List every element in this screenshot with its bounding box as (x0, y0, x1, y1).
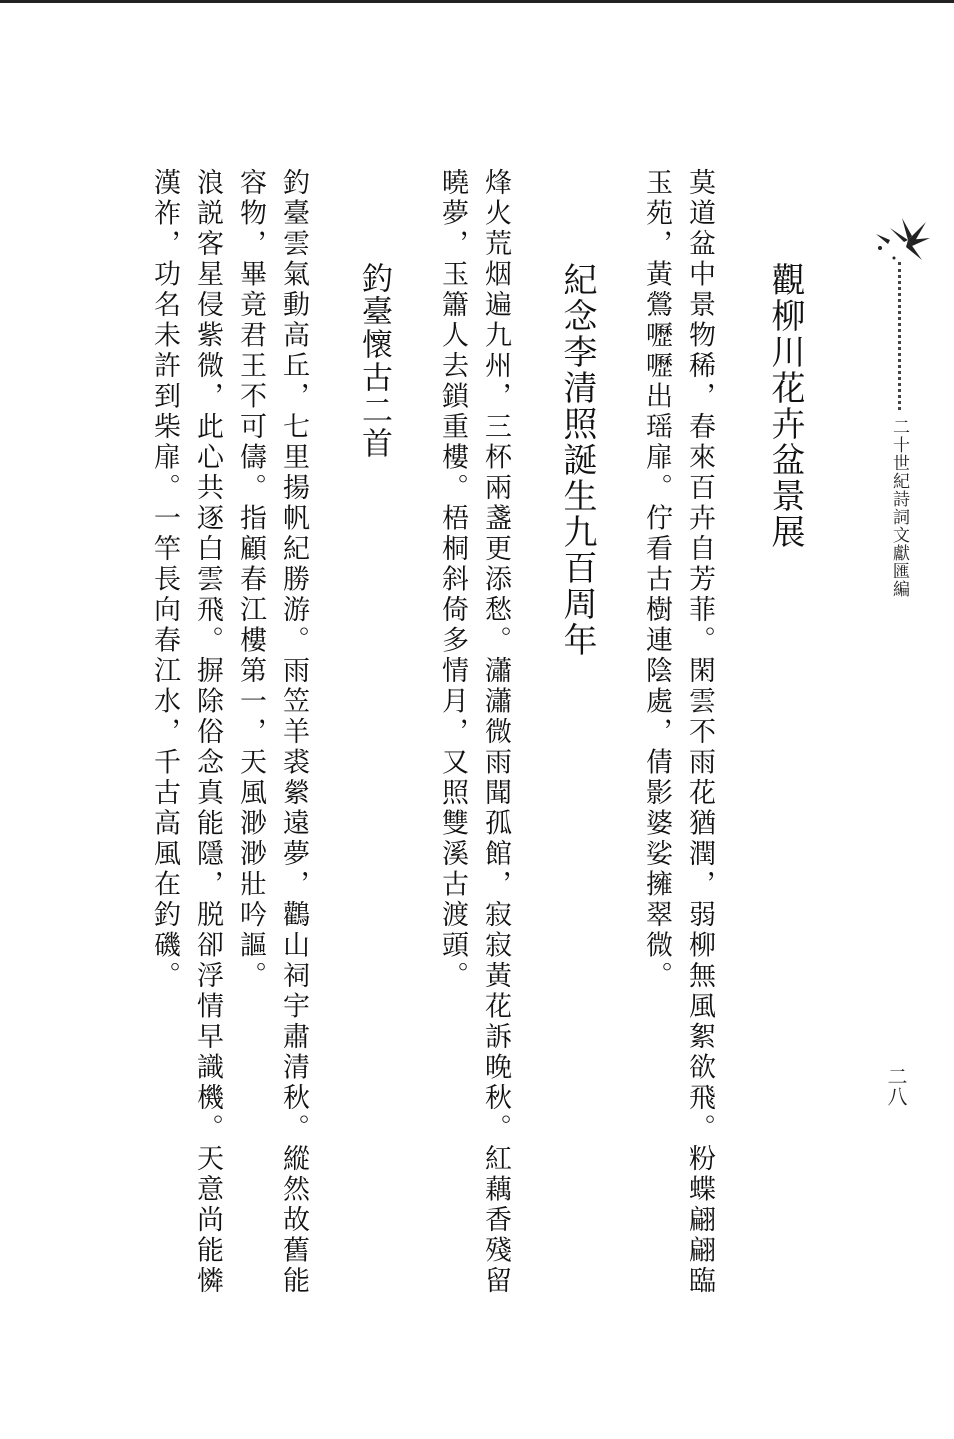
poem-line: 玉苑，黃鶯嚦嚦出瑶扉。佇看古樹連陰處，倩影婆娑擁翠微。 (641, 168, 672, 992)
poem-line: 釣臺雲氣動高丘，七里揚帆紀勝游。雨笠羊裘縈遠夢，鸛山祠宇肅清秋。縱然故舊能 (278, 168, 309, 1297)
running-head: 二十世紀詩詞文獻匯編 (889, 418, 909, 598)
poem-line: 浪説客星侵紫微，此心共逐白雲飛。摒除俗念真能隱，脱卻浮情早識機。天意尚能憐 (192, 168, 223, 1297)
poem-line: 漢祚，功名未許到柴扉。一竿長向春江水，千古高風在釣磯。 (149, 168, 180, 992)
dotted-leader (898, 262, 905, 410)
poem-line: 烽火荒烟遍九州，三杯兩盞更添愁。瀟瀟微雨聞孤館，寂寂黃花訴晚秋。紅藕香殘留 (480, 168, 511, 1297)
leaf-ornament-icon (868, 210, 932, 270)
poem-title: 觀柳川花卉盆景展 (765, 262, 805, 550)
poem-title: 紀念李清照誕生九百周年 (557, 262, 597, 658)
poem-line: 莫道盆中景物稀，春來百卉自芳菲。閑雲不雨花猶潤，弱柳無風絮欲飛。粉蝶翩翩臨 (684, 168, 715, 1297)
poem-title: 釣臺懷古二首 (356, 262, 392, 460)
top-border-line (0, 0, 954, 3)
page-number: 二八 (884, 1066, 908, 1106)
poem-line: 容物，畢竟君王不可儔。指顧春江樓第一，天風渺渺壯吟謳。 (235, 168, 266, 992)
poem-line: 曉夢，玉簫人去鎖重樓。梧桐斜倚多情月，又照雙溪古渡頭。 (437, 168, 468, 992)
